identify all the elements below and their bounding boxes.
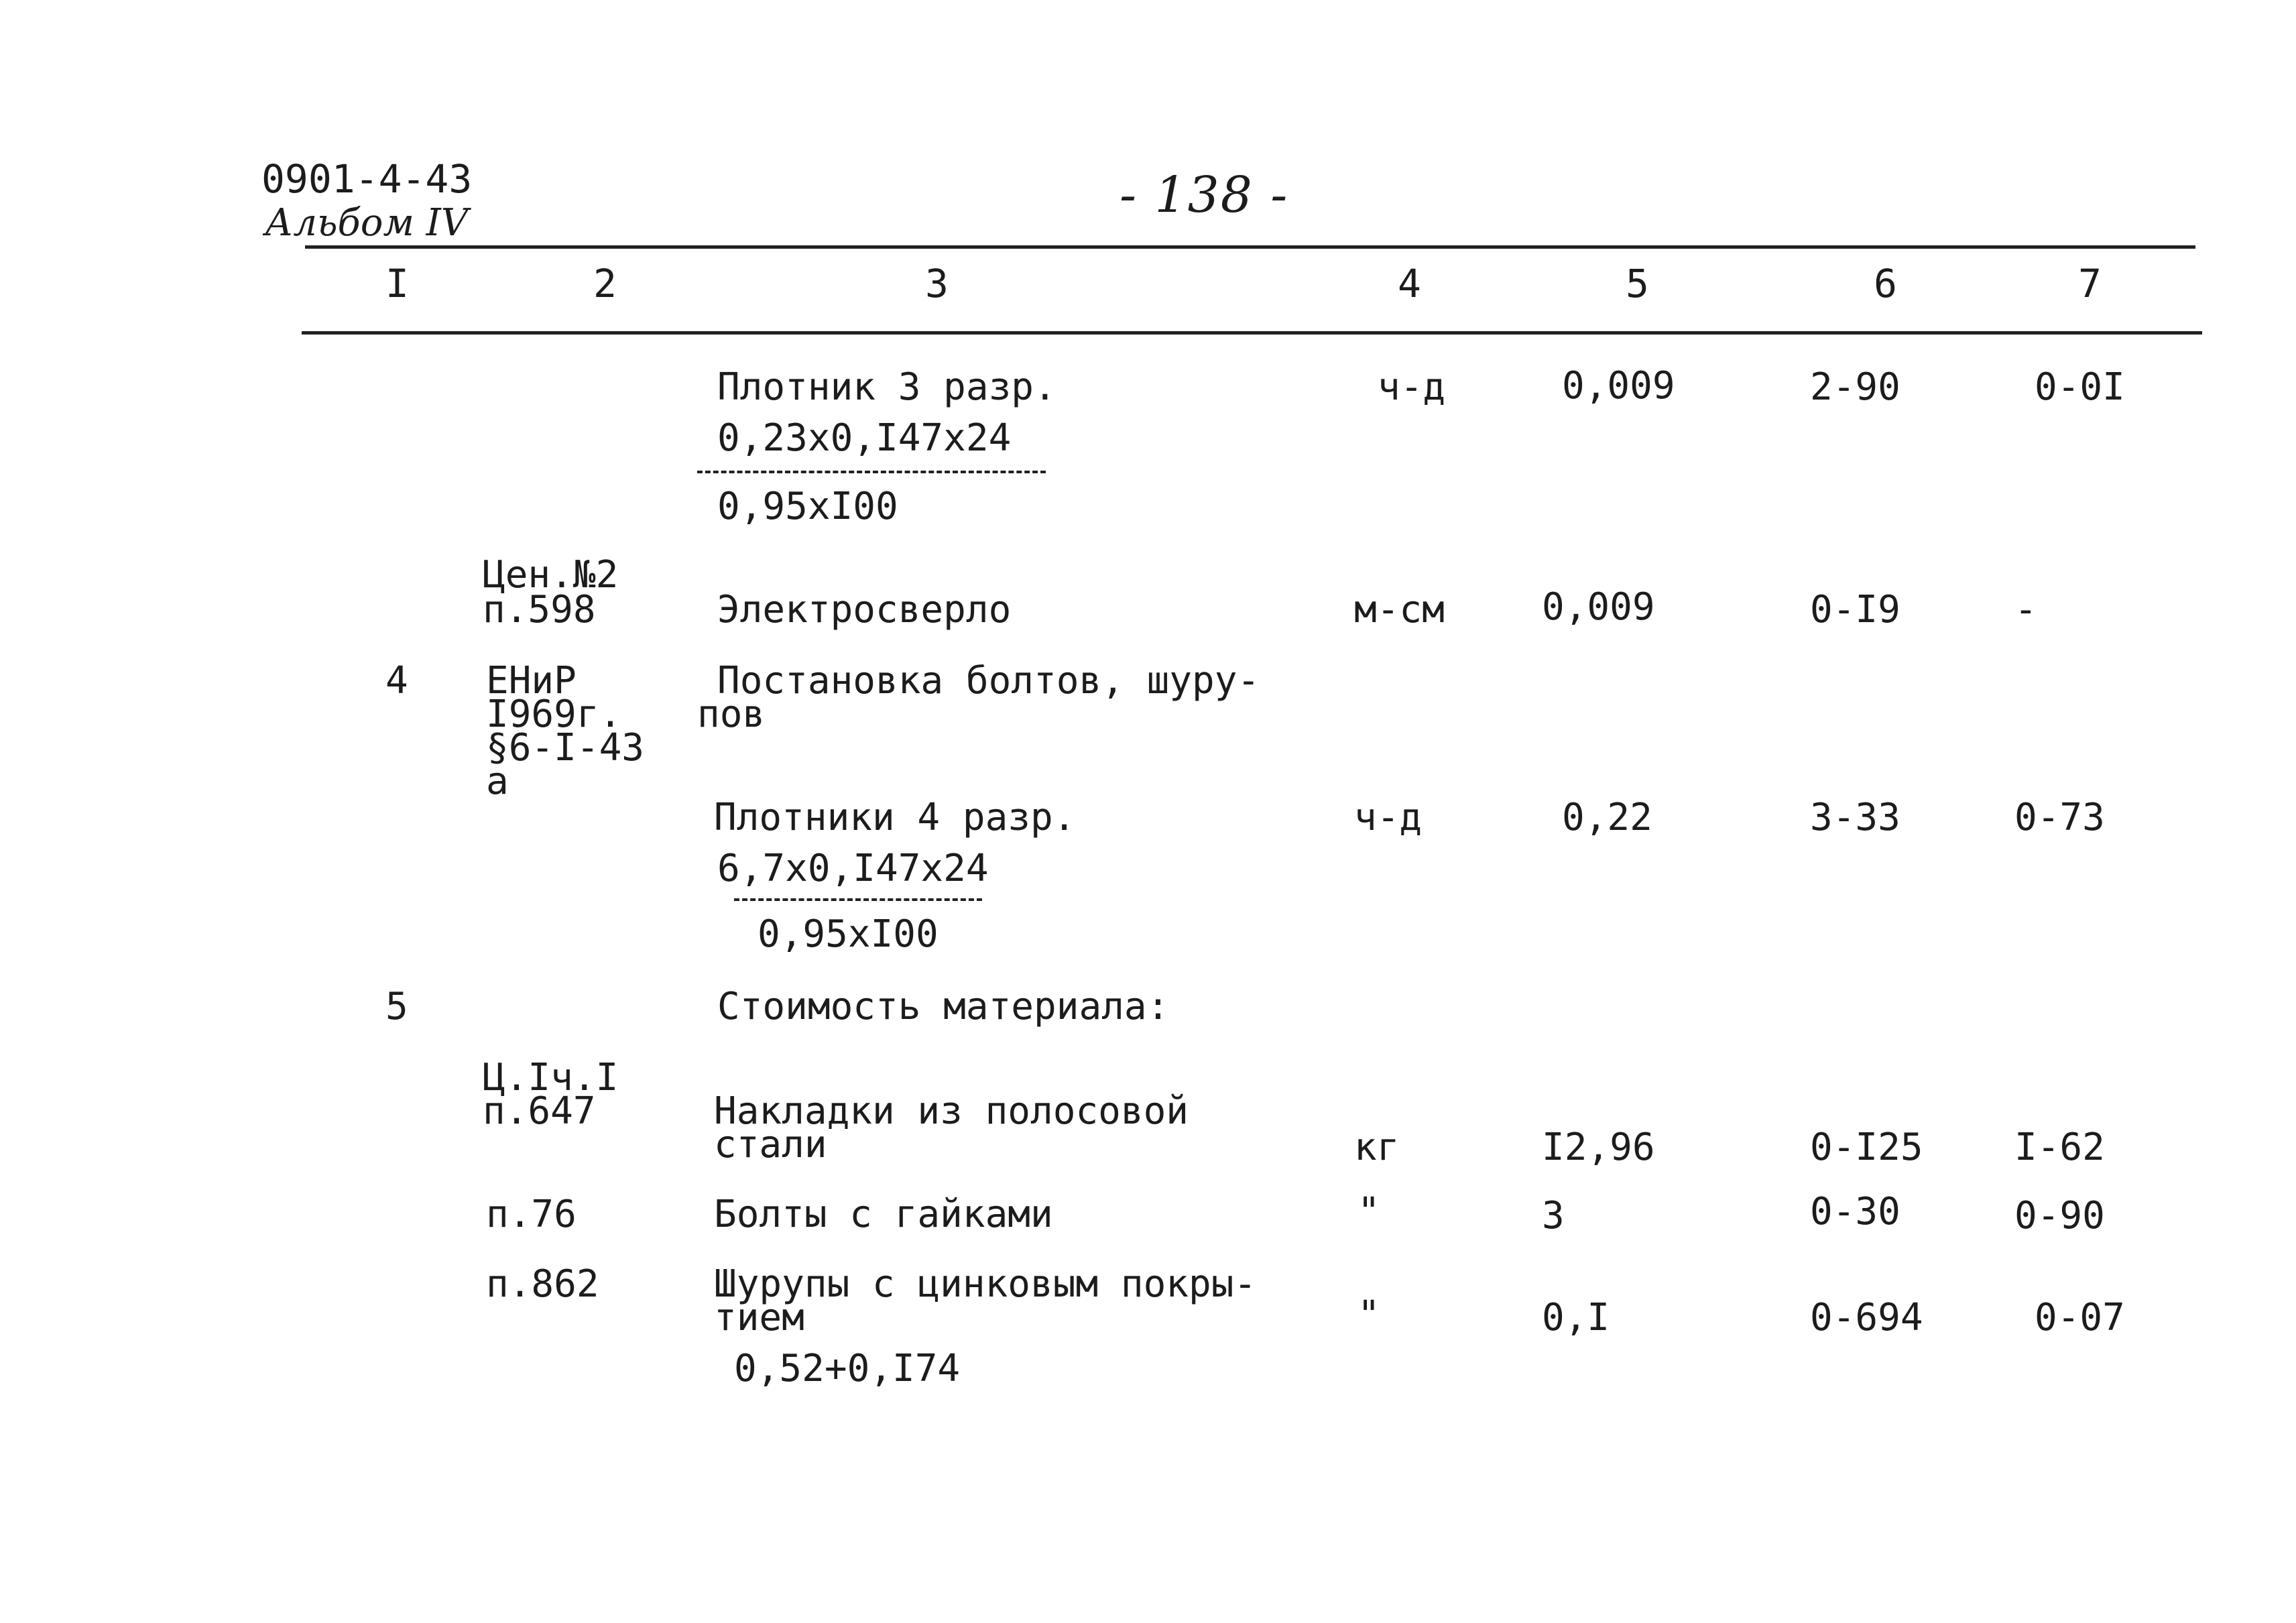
- price: 3-33: [1810, 796, 1900, 839]
- unit: ч-д: [1378, 365, 1446, 409]
- quantity: I2,96: [1542, 1126, 1655, 1169]
- fraction-line: [697, 471, 1046, 473]
- formula-numerator: 6,7x0,I47x24: [717, 847, 989, 890]
- reference: Ц.Iч.I: [483, 1056, 619, 1099]
- formula-numerator: 0,23x0,I47x24: [717, 416, 1012, 460]
- reference: §6-I-43: [486, 726, 645, 770]
- total: -: [2014, 588, 2037, 632]
- item-name: пов: [697, 693, 766, 736]
- table-top-rule: [305, 245, 2195, 249]
- column-header-5: 5: [1626, 261, 1649, 306]
- page-number: - 138 -: [1120, 166, 1289, 224]
- column-header-1: I: [385, 261, 409, 306]
- row-number: 5: [385, 985, 408, 1028]
- reference: п.598: [483, 588, 596, 632]
- total: 0-73: [2014, 796, 2105, 839]
- total: 0-0I: [2035, 365, 2125, 409]
- price: 0-I25: [1810, 1126, 1923, 1169]
- item-name: Накладки из полосовой: [714, 1089, 1189, 1133]
- total: 0-07: [2035, 1296, 2125, 1339]
- table-header-rule: [302, 331, 2202, 335]
- fraction-line: [734, 898, 982, 901]
- item-name: Болты с гайками: [714, 1193, 1053, 1236]
- item-name: Электросверло: [717, 588, 1012, 632]
- unit: кг: [1354, 1126, 1400, 1169]
- formula: 0,52+0,I74: [734, 1347, 961, 1390]
- item-name: стали: [714, 1123, 827, 1166]
- unit: м-см: [1354, 588, 1445, 632]
- column-header-3: 3: [925, 261, 949, 306]
- item-name: Плотник 3 разр.: [717, 365, 1056, 409]
- section-heading: Стоимость материала:: [717, 985, 1170, 1028]
- item-name: тием: [714, 1296, 804, 1339]
- quantity: 0,22: [1562, 796, 1652, 839]
- formula-denominator: 0,95xI00: [717, 485, 898, 528]
- quantity: 0,009: [1542, 585, 1655, 629]
- document-code: 0901-4-43: [261, 156, 473, 202]
- reference: а: [486, 760, 509, 803]
- quantity: 0,I: [1542, 1296, 1610, 1339]
- price: 0-694: [1810, 1296, 1923, 1339]
- column-header-7: 7: [2078, 261, 2102, 306]
- reference: I969г.: [486, 693, 622, 736]
- price: 2-90: [1810, 365, 1900, 409]
- album-label: Альбом IV: [265, 201, 469, 245]
- item-name: Шурупы с цинковым покры-: [714, 1262, 1257, 1306]
- price: 0-I9: [1810, 588, 1900, 632]
- reference: п.862: [486, 1262, 599, 1306]
- total: 0-90: [2014, 1194, 2105, 1238]
- column-header-6: 6: [1874, 261, 1897, 306]
- unit-ditto: ": [1357, 1190, 1380, 1234]
- quantity: 0,009: [1562, 364, 1675, 408]
- formula-denominator: 0,95xI00: [758, 912, 939, 956]
- total: I-62: [2014, 1126, 2105, 1169]
- reference: Цен.№2: [483, 553, 619, 597]
- reference: п.76: [486, 1193, 577, 1236]
- column-header-4: 4: [1398, 261, 1421, 306]
- item-name: Постановка болтов, шуру-: [717, 659, 1260, 703]
- price: 0-30: [1810, 1190, 1900, 1234]
- row-number: 4: [385, 659, 408, 703]
- unit: ч-д: [1354, 796, 1423, 839]
- column-header-2: 2: [593, 261, 617, 306]
- reference: ЕНиР: [486, 659, 577, 703]
- quantity: 3: [1542, 1194, 1565, 1238]
- unit-ditto: ": [1357, 1293, 1380, 1337]
- reference: п.647: [483, 1089, 596, 1133]
- item-name: Плотники 4 разр.: [714, 796, 1076, 839]
